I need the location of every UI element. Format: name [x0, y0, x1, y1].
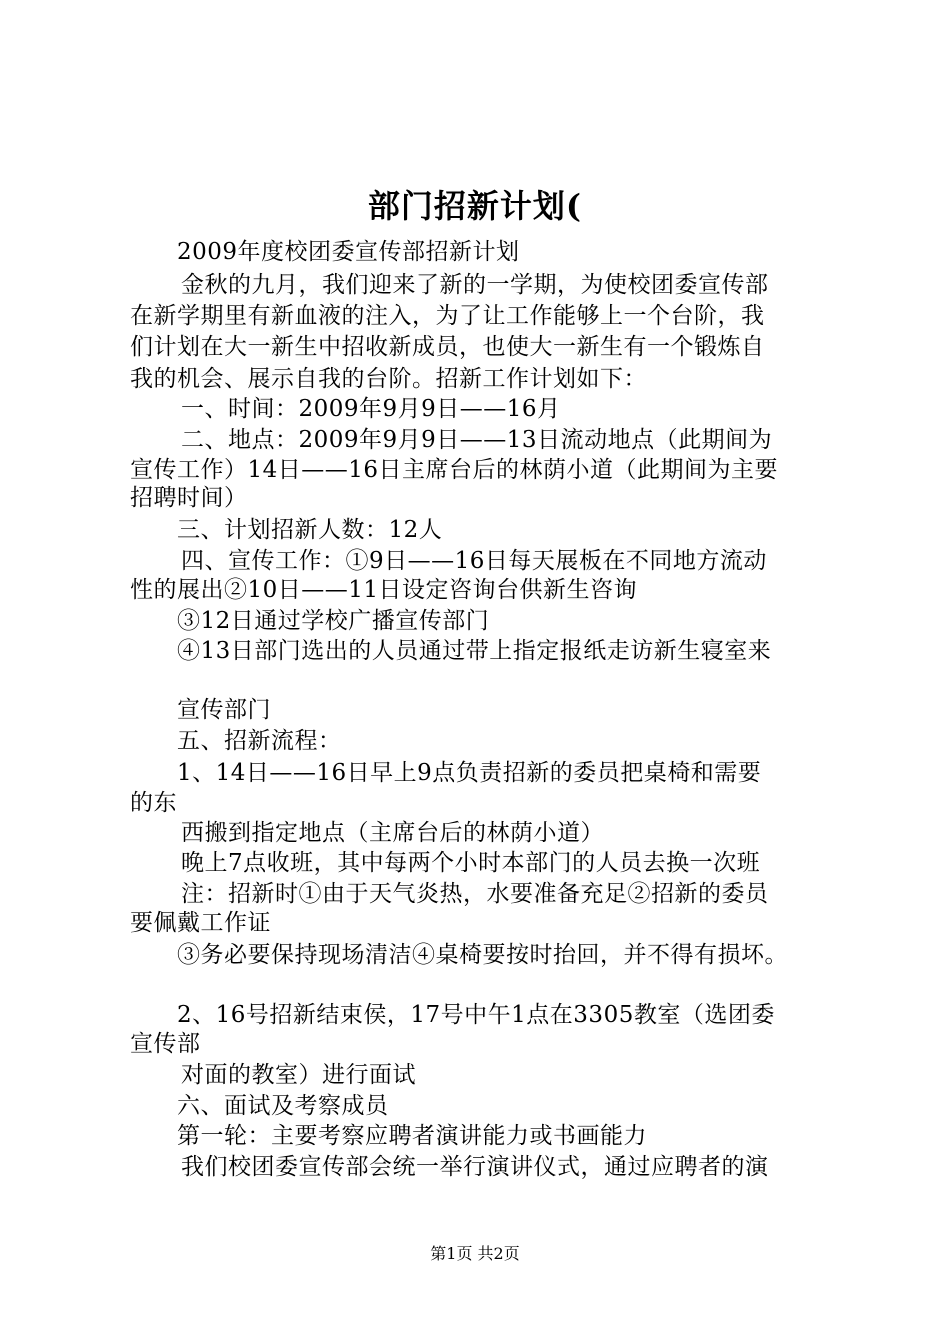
document-title: 部门招新计划(: [367, 187, 583, 225]
body-line: 宣传部: [130, 1031, 201, 1057]
body-line: 的东: [130, 790, 177, 816]
body-line: 我们校团委宣传部会统一举行演讲仪式，通过应聘者的演: [181, 1154, 769, 1180]
body-line: ③12日通过学校广播宣传部门: [177, 608, 490, 634]
body-line: 一、时间：2009年9月9日——16月: [181, 396, 561, 422]
body-line: 注：招新时①由于天气炎热，水要准备充足②招新的委员: [181, 881, 769, 907]
body-line: 三、计划招新人数：12人: [177, 517, 443, 543]
body-line: 二、地点：2009年9月9日——13日流动地点（此期间为: [181, 427, 773, 453]
body-line: 六、面试及考察成员: [177, 1093, 389, 1119]
body-line: 西搬到指定地点（主席台后的林荫小道）: [181, 820, 604, 846]
body-line: 招聘时间）: [130, 485, 248, 511]
body-line: 2009年度校团委宣传部招新计划: [177, 239, 520, 265]
body-line: 对面的教室）进行面试: [181, 1062, 416, 1088]
body-line: 们计划在大一新生中招收新成员，也使大一新生有一个锻炼自: [130, 334, 765, 360]
body-line: 金秋的九月，我们迎来了新的一学期，为使校团委宣传部: [181, 272, 769, 298]
body-line: 四、宣传工作：①9日——16日每天展板在不同地方流动: [181, 548, 767, 574]
body-line: 宣传工作）14日——16日主席台后的林荫小道（此期间为主要: [130, 457, 779, 483]
body-line: 我的机会、展示自我的台阶。招新工作计划如下：: [130, 366, 647, 392]
body-line: 晚上7点收班，其中每两个小时本部门的人员去换一次班: [181, 850, 761, 876]
body-line: ④13日部门选出的人员通过带上指定报纸走访新生寝室来: [177, 638, 772, 664]
body-line: 五、招新流程：: [177, 728, 342, 754]
body-line: 第一轮：主要考察应聘者演讲能力或书画能力: [177, 1123, 647, 1149]
body-line: 1、14日——16日早上9点负责招新的委员把桌椅和需要: [177, 760, 762, 786]
body-line: 要佩戴工作证: [130, 910, 271, 936]
body-line: 在新学期里有新血液的注入，为了让工作能够上一个台阶，我: [130, 303, 765, 329]
page-footer: 第1页 共2页: [430, 1244, 520, 1263]
body-line: 2、16号招新结束侯，17号中午1点在3305教室（选团委: [177, 1002, 775, 1028]
body-line: 性的展出②10日——11日设定咨询台供新生咨询: [130, 577, 638, 603]
body-line: 宣传部门: [177, 697, 271, 723]
body-line: ③务必要保持现场清洁④桌椅要按时抬回，并不得有损坏。: [177, 942, 788, 968]
